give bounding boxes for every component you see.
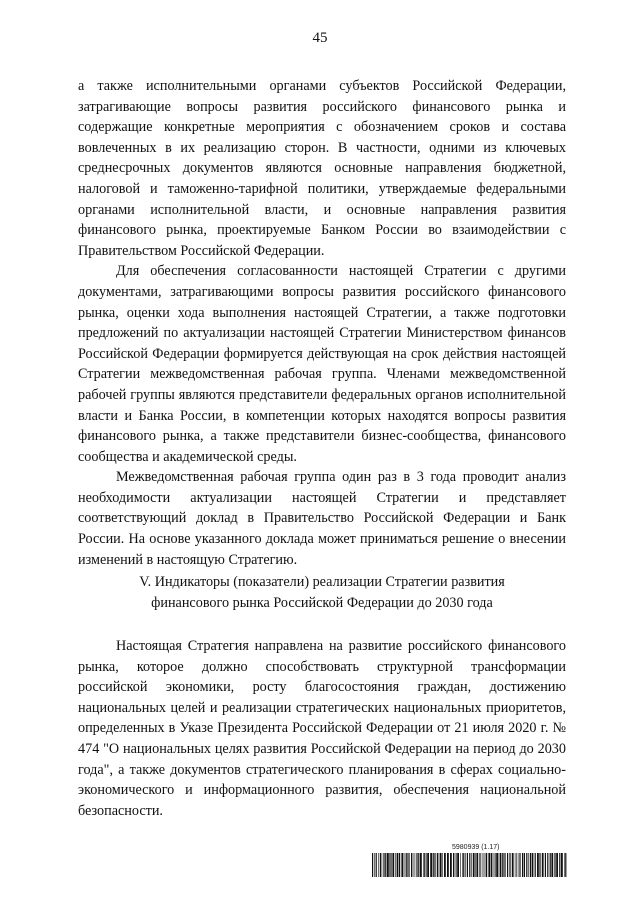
paragraph: а также исполнительными органами субъектов Российской Федерации, затрагивающие вопросы развития российского финансового рынка и содержащие конкретные мероприятия с обозначением сроков и состава вовлеченных в их реализацию сторон. В частности, одними из ключевых среднесрочных документов являются основные направления бюджетной, налоговой и таможенно-тарифной политики, утверждаемые федеральными органами исполнительной власти, и основные направления развития финансового рынка, проектируемые Банком России во взаимодействии с Правительством Российской Федерации.	[78, 78, 566, 259]
paragraph: Для обеспечения согласованности настоящей Стратегии с другими документами, затрагивающими вопросы развития российского финансового рынка, оценки хода выполнения настоящей Стратегии, а также подготовки предложений по актуализации настоящей Стратегии Министерством финансов Российской Федерации формируется действующая на срок действия настоящей Стратегии межведомственная рабочая группа. Членами межведомственной рабочей группы являются представители федеральных органов исполнительной власти и Банка России, в компетенции которых находятся вопросы развития финансового рынка, а также представители бизнес-сообщества, финансового сообщества и академической среды.	[78, 263, 566, 465]
paragraph: Межведомственная рабочая группа один раз в 3 года проводит анализ необходимости актуализации настоящей Стратегии и представляет соответствующий доклад в Правительство Российской Федерации и Банк России. На основе указанного доклада может приниматься решение о внесении изменений в настоящую Стратегию.	[78, 469, 566, 568]
barcode-caption: 5980939 (1.17)	[452, 844, 500, 851]
section-heading-line: V. Индикаторы (показатели) реализации Стратегии развития	[139, 574, 505, 590]
body-text	[78, 76, 566, 570]
page-number: 45	[312, 30, 328, 46]
section-heading-line: финансового рынка Российской Федерации до 2030 года	[151, 594, 493, 611]
body-text	[78, 636, 566, 821]
section-heading	[78, 572, 566, 613]
paragraph: Настоящая Стратегия направлена на развитие российского финансового рынка, которое должно способствовать структурной трансформации российской экономики, росту благосостояния граждан, достижению национальных целей и реализации стратегических национальных приоритетов, определенных в Указе Президента Российской Федерации от 21 июля 2020 г. № 474 "О национальных целях развития Российской Федерации на период до 2030 года", а также документов стратегического планирования в сферах социально-экономического и информационного развития, обеспечения национальной безопасности.	[78, 638, 566, 819]
barcode-icon	[372, 853, 568, 877]
